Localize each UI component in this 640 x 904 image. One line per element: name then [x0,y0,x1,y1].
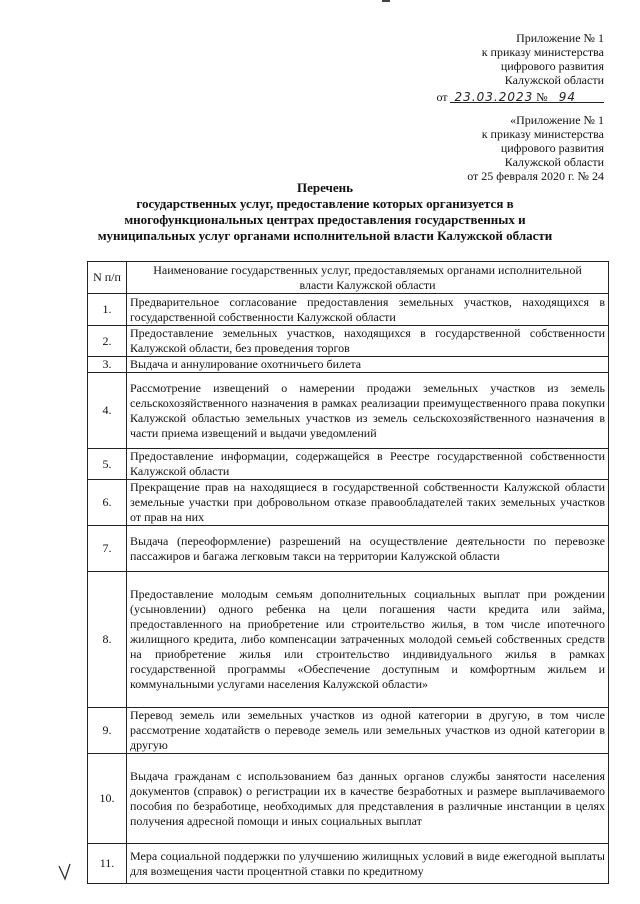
title-line2: государственных услуг, предоставление которых организуется в [136,196,514,211]
appendix-current-date-line [436,90,604,104]
header-name: Наименование государственных услуг, предоставляемых органами исполнительной власти Калужской области [127,262,609,294]
appendix-current-line1: Приложение № 1 [516,31,604,45]
row-service-name: Рассмотрение извещений о намерении продажи земельных участков из земель сельскохозяйственного назначения в рамках реализации преимущественного права покупки Калужской областью земельных участков из земель сельскохозяйственного назначения в части приема извещений и выдачи уведомлений [127,373,609,449]
number-sign: № [536,90,548,104]
table-row [88,357,609,373]
row-service-name: Предоставление земельных участков, находящихся в государственной собственности Калужской области, без проведения торгов [127,326,609,357]
appendix-current-line3: цифрового развития [500,59,604,73]
row-service-name: Предоставление информации, содержащейся в Реестре государственной собственности Калужской области [127,449,609,480]
appendix-previous-line5: от 25 февраля 2020 г. № 24 [467,169,604,183]
title-line1: Перечень [296,180,354,195]
table-row [88,572,609,708]
row-service-name: Перевод земель или земельных участков из одной категории в другую, в том числе рассмотрение ходатайств о переводе земель или земельных участков из одной категории в другую [127,708,609,754]
row-service-name: Выдача гражданам с использованием баз данных органов службы занятости населения документов (справок) о регистрации их в качестве безработных и размере выплачиваемого пособия по безработице, необходимых для представления в различные инстанции в целях получения адресной помощи и иных социальных выплат [127,754,609,844]
title-line4: муниципальных услуг органами исполнительной власти Калужской области [97,228,553,243]
row-service-name: Мера социальной поддержки по улучшению жилищных условий в виде ежегодной выплаты для возмещения части процентной ставки по кредитному [127,844,609,884]
table-row [88,373,609,449]
title-line3: многофункциональных центрах предоставления государственных и [124,212,526,227]
header-num: N п/п [88,262,127,294]
appendix-previous-line1: «Приложение № 1 [510,113,604,127]
date-handwritten: 23.03.2023 [454,90,534,104]
number-handwritten: 94 [558,90,576,104]
row-service-name: Предварительное согласование предоставления земельных участков, находящихся в государственной собственности Калужской области [127,294,609,326]
table-row [88,480,609,526]
table-row [88,526,609,572]
table-row [88,708,609,754]
row-number: 2. [88,326,127,357]
appendix-current-block [436,31,604,104]
appendix-previous-line2: к приказу министерства [481,127,604,141]
row-number: 4. [88,373,127,449]
table-row [88,294,609,326]
table-row [88,754,609,844]
appendix-current-line2: к приказу министерства [481,45,604,59]
appendix-current-line4: Калужской области [504,73,604,87]
row-number: 6. [88,480,127,526]
row-number: 9. [88,708,127,754]
table-row [88,449,609,480]
appendix-previous-block [467,113,604,183]
scan-mark [382,0,390,2]
appendix-previous-line4: Калужской области [504,155,604,169]
row-number: 10. [88,754,127,844]
handwritten-check-icon [57,862,73,882]
appendix-previous-line3: цифрового развития [500,141,604,155]
row-service-name: Предоставление молодым семьям дополнительных социальных выплат при рождении (усыновлении) одного ребенка на цели погашения части кредита или займа, предоставленного на приобретение или строительство жилья, в том числе ипотечного жилищного кредита, либо компенсации затраченных молодой семьей собственных средств на приобретение жилья или строительство индивидуального жилья в рамках государственной программы «Обеспечение доступным и комфортным жильем и коммунальными услугами населения Калужской области» [127,572,609,708]
table-header-row [88,262,609,294]
row-service-name: Выдача (переоформление) разрешений на осуществление деятельности по перевозке пассажиров и багажа легковым такси на территории Калужской области [127,526,609,572]
date-prefix: от [436,90,448,104]
row-service-name: Выдача и аннулирование охотничьего билета [127,357,609,373]
row-number: 8. [88,572,127,708]
document-title [90,180,560,244]
services-table [87,261,609,884]
row-number: 11. [88,844,127,884]
row-number: 5. [88,449,127,480]
row-number: 3. [88,357,127,373]
table-row [88,844,609,884]
table-row [88,326,609,357]
row-number: 7. [88,526,127,572]
row-service-name: Прекращение прав на находящиеся в государственной собственности Калужской области земельные участки при добровольном отказе правообладателей таких земельных участков от прав на них [127,480,609,526]
row-number: 1. [88,294,127,326]
